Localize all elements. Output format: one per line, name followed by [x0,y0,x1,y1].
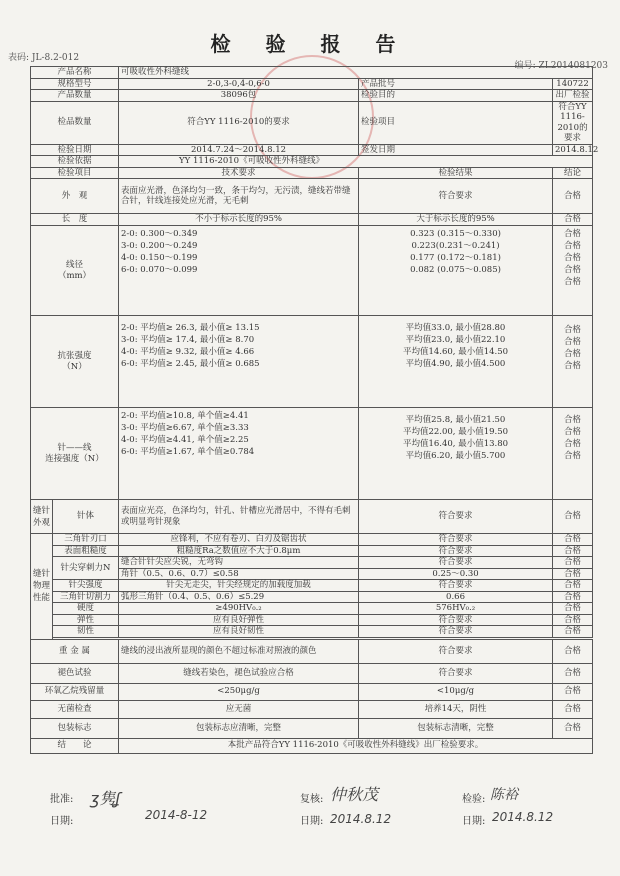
tip-b-req: 角针（0.5、0.6、0.7）≤0.58 [119,568,359,580]
needle-attach-conc-item: 合格 [564,439,582,449]
items: 符合YY 1116-2010的要求 [553,101,593,144]
diameter-result-line: 0.323 (0.315～0.330) [410,229,501,239]
tensile-label-2: （N） [62,361,87,372]
tip-a-result: 符合要求 [359,557,553,569]
qty-label: 产品数量 [31,90,119,102]
review-label: 复核: [300,794,324,805]
hard-result: 576HV₀.₂ [359,603,553,615]
sterile-label: 无菌检查 [31,700,119,718]
product-name: 可吸收性外科缝线 [119,67,593,79]
tensile-req-line: 2-0: 平均值≥ 26.3, 最小值≥ 13.15 [121,323,260,333]
diameter-label [31,226,119,316]
heavy-req: 缝线的浸出液所显现的颜色不超过标准对照液的颜色 [119,639,359,663]
needle-body-req: 表面应光亮，色泽均匀，针孔、针槽应光滑居中，不得有毛刺或明显弯针现象 [119,500,359,534]
row-elastic [31,614,593,626]
needle-body-label: 针体 [53,500,119,534]
tip-strength-conc: 合格 [553,580,593,592]
eo-req: <250μg/g [119,683,359,700]
diameter-conc-item: 合格 [564,265,582,275]
tip-a-req: 缝合针针尖应尖锐，无弯钩 [119,557,359,569]
needle-attach-conc-item: 合格 [564,415,582,425]
diameter-conc-item: 合格 [564,277,582,287]
form-number: 表码: JL-8.2-012 [8,53,80,63]
length-result: 大于标示长度的95% [359,214,553,226]
tensile-result-line: 平均值4.90, 最小值4.500 [405,359,506,369]
rough-req: 粗糙度Ra之数值应不大于0.8μm [119,545,359,557]
dye-req: 缝线若染色，褪色试验应合格 [119,663,359,683]
elastic-result: 符合要求 [359,614,553,626]
batch: 140722 [553,78,593,90]
needle-attach-result [359,408,553,500]
tensile-conc-item: 合格 [564,337,582,347]
col-conclusion: 结论 [553,167,593,179]
heavy-result: 符合要求 [359,639,553,663]
row-tensile [31,316,593,408]
col-result: 检验结果 [359,167,553,179]
needle-attach-label-1: 针——线 [57,443,92,453]
rough-conc: 合格 [553,545,593,557]
row-pack [31,718,593,738]
tough-result: 符合要求 [359,626,553,638]
row-spec [31,78,593,90]
row-date [31,144,593,156]
row-basis [31,156,593,168]
diameter-result-line: 0.082 (0.075～0.085) [410,265,501,275]
appearance-label: 外 观 [31,179,119,214]
diameter-conc-item: 合格 [564,253,582,263]
tensile-label [31,316,119,408]
diameter-req [119,226,359,316]
col-item: 检验项目 [31,167,119,179]
diameter-label-2: （mm） [57,270,92,281]
pack-conc: 合格 [553,718,593,738]
diameter-req-line: 4-0: 0.150～0.199 [121,253,198,263]
needle-group: 缝针物理性能 [31,534,53,640]
approve-signature: ʒ隽ʆ [90,789,121,808]
needle-attach-result-line: 平均值22.00, 最小值19.50 [402,427,509,437]
diameter-result-line: 0.177 (0.172～0.181) [410,253,501,263]
approve-date: 2014-8-12 [145,808,208,822]
row-tip-a [31,557,593,569]
needle-attach-result-line: 平均值16.40, 最小值13.80 [402,439,509,449]
appearance-result: 符合要求 [359,179,553,214]
inspect-date-label: 日期: [462,816,486,827]
appearance-conc: 合格 [553,179,593,214]
col-req: 技术要求 [119,167,359,179]
appearance-req: 表面应光滑，色泽均匀一致，条干均匀，无污渍，缝线若带缝合针，针线连接处应光滑，无毛刺 [119,179,359,214]
diameter-conc-item: 合格 [564,229,582,239]
product-name-label: 产品名称 [31,67,119,79]
tip-b-result: 0.25～0.30 [359,568,553,580]
diameter-req-line: 3-0: 0.200～0.249 [121,241,198,251]
row-diameter [31,226,593,316]
dye-conc: 合格 [553,663,593,683]
row-needle-attach [31,408,593,500]
cut-result: 0.66 [359,591,553,603]
pack-label: 包装标志 [31,718,119,738]
test-qty: 符合YY 1116-2010的要求 [119,101,359,144]
row-cut [31,591,593,603]
row-dye [31,663,593,683]
needle-attach-req-line: 6-0: 平均值≥1.67, 单个值≥0.784 [121,447,255,457]
diameter-req-line: 6-0: 0.070～0.099 [121,265,198,275]
diameter-result [359,226,553,316]
serial-number: 编号: ZL2014081203 [514,61,608,71]
needle-attach-req-line: 4-0: 平均值≥4.41, 单个值≥2.25 [121,435,249,445]
purpose: 出厂检验 [553,90,593,102]
review-date: 2014.8.12 [330,812,392,826]
edge-conc: 合格 [553,534,593,546]
needle-attach-req-line: 2-0: 平均值≥10.8, 单个值≥4.41 [121,411,249,421]
tensile-req-line: 4-0: 平均值≥ 9.32, 最小值≥ 4.66 [121,347,255,357]
needle-attach-conc [553,408,593,500]
row-appearance [31,179,593,214]
tip-label: 针尖穿刺力N [53,557,119,580]
tip-a-conc: 合格 [553,557,593,569]
elastic-label: 弹性 [53,614,119,626]
tensile-req-line: 6-0: 平均值≥ 2.45, 最小值≥ 0.685 [121,359,260,369]
sterile-req: 应无菌 [119,700,359,718]
needle-attach-result-line: 平均值25.8, 最小值21.50 [405,415,506,425]
issue: 2014.8.12 [553,144,593,156]
cut-label: 三角针切割力 [53,591,119,603]
tensile-conc [553,316,593,408]
diameter-conc [553,226,593,316]
row-conclusion [31,738,593,753]
needle-attach-req-line: 3-0: 平均值≥6.67, 单个值≥3.33 [121,423,249,433]
tensile-req [119,316,359,408]
approve-label: 批准: [50,794,74,805]
eo-label: 环氧乙烷残留量 [31,683,119,700]
pack-result: 包装标志清晰，完整 [359,718,553,738]
needle-look-group: 缝针外观 [31,500,53,534]
diameter-conc-item: 合格 [564,241,582,251]
tough-label: 韧性 [53,626,119,638]
tensile-label-1: 抗张强度 [57,351,92,361]
tough-req: 应有良好韧性 [119,626,359,638]
row-hard [31,603,593,615]
basis: YY 1116-2010《可吸收性外科缝线》 [119,156,593,168]
purpose-label: 检验目的 [359,90,553,102]
needle-body-conc: 合格 [553,500,593,534]
inspect-label: 检验: [462,794,486,805]
edge-req: 应锋利，不应有卷刃、白刃及锯齿状 [119,534,359,546]
needle-body-result: 符合要求 [359,500,553,534]
elastic-conc: 合格 [553,614,593,626]
basis-label: 检验依据 [31,156,119,168]
inspect-signature: 陈裕 [490,787,518,803]
edge-result: 符合要求 [359,534,553,546]
tensile-conc-item: 合格 [564,361,582,371]
needle-attach-conc-item: 合格 [564,451,582,461]
row-edge [31,534,593,546]
elastic-req: 应有良好弹性 [119,614,359,626]
heavy-conc: 合格 [553,639,593,663]
eo-conc: 合格 [553,683,593,700]
row-length [31,214,593,226]
review-date-label: 日期: [300,816,324,827]
tip-b-conc: 合格 [553,568,593,580]
date: 2014.7.24～2014.8.12 [119,144,359,156]
tensile-conc-item: 合格 [564,349,582,359]
row-rough [31,545,593,557]
report-table [30,66,599,754]
qty: 38096包 [119,90,359,102]
rough-label: 表面粗糙度 [53,545,119,557]
tensile-result-line: 平均值33.0, 最小值28.80 [405,323,506,333]
needle-attach-result-line: 平均值6.20, 最小值5.700 [405,451,506,461]
row-tip-strength [31,580,593,592]
needle-attach-req [119,408,359,500]
edge-label: 三角针刃口 [53,534,119,546]
tensile-conc-item: 合格 [564,325,582,335]
row-test-qty [31,101,593,144]
needle-attach-label-2: 连接强度（N） [45,453,104,464]
items-label: 检验项目 [359,101,553,144]
hard-conc: 合格 [553,603,593,615]
conclusion-text: 本批产品符合YY 1116-2010《可吸收性外科缝线》出厂检验要求。 [119,738,593,753]
needle-attach-label [31,408,119,500]
test-qty-label: 检品数量 [31,101,119,144]
diameter-req-line: 2-0: 0.300～0.349 [121,229,198,239]
tensile-req-line: 3-0: 平均值≥ 17.4, 最小值≥ 8.70 [121,335,255,345]
date-label: 检验日期 [31,144,119,156]
sterile-result: 培养14天，阴性 [359,700,553,718]
row-col-heads [31,167,593,179]
length-conc: 合格 [553,214,593,226]
length-req: 不小于标示长度的95% [119,214,359,226]
row-eo [31,683,593,700]
row-sterile [31,700,593,718]
approve-date-label: 日期: [50,816,74,827]
length-label: 长 度 [31,214,119,226]
dye-label: 褪色试验 [31,663,119,683]
row-heavy [31,639,593,663]
heavy-label: 重 金 属 [31,639,119,663]
sterile-conc: 合格 [553,700,593,718]
batch-label: 产品批号 [359,78,553,90]
tip-strength-req: 针尖无走尖，针尖经规定的加载度加载 [119,580,359,592]
cut-req: 弧形三角针（0.4、0.5、0.6）≤5.29 [119,591,359,603]
eo-result: <10μg/g [359,683,553,700]
hard-label: 硬度 [53,603,119,615]
issue-label: 签发日期 [359,144,553,156]
tough-conc: 合格 [553,626,593,638]
tensile-result [359,316,553,408]
spec-label: 规格型号 [31,78,119,90]
pack-req: 包装标志应清晰，完整 [119,718,359,738]
tip-strength-result: 符合要求 [359,580,553,592]
rough-result: 符合要求 [359,545,553,557]
needle-attach-conc-item: 合格 [564,427,582,437]
inspect-date: 2014.8.12 [492,810,554,824]
hard-req: ≥490HV₀.₂ [119,603,359,615]
dye-result: 符合要求 [359,663,553,683]
diameter-result-line: 0.223(0.231～0.241) [411,241,500,251]
tensile-result-line: 平均值23.0, 最小值22.10 [405,335,506,345]
tensile-result-line: 平均值14.60, 最小值14.50 [402,347,509,357]
cut-conc: 合格 [553,591,593,603]
row-needle-body [31,500,593,534]
review-signature: 仲秋茂 [330,785,379,804]
tip-strength-label: 针尖强度 [53,580,119,592]
row-tough [31,626,593,638]
conclusion-label: 结 论 [31,738,119,753]
row-product-name [31,67,593,79]
spec: 2-0,3-0,4-0,6-0 [119,78,359,90]
diameter-label-1: 线径 [66,260,84,270]
report-title: 检 验 报 告 [210,32,410,56]
row-qty [31,90,593,102]
